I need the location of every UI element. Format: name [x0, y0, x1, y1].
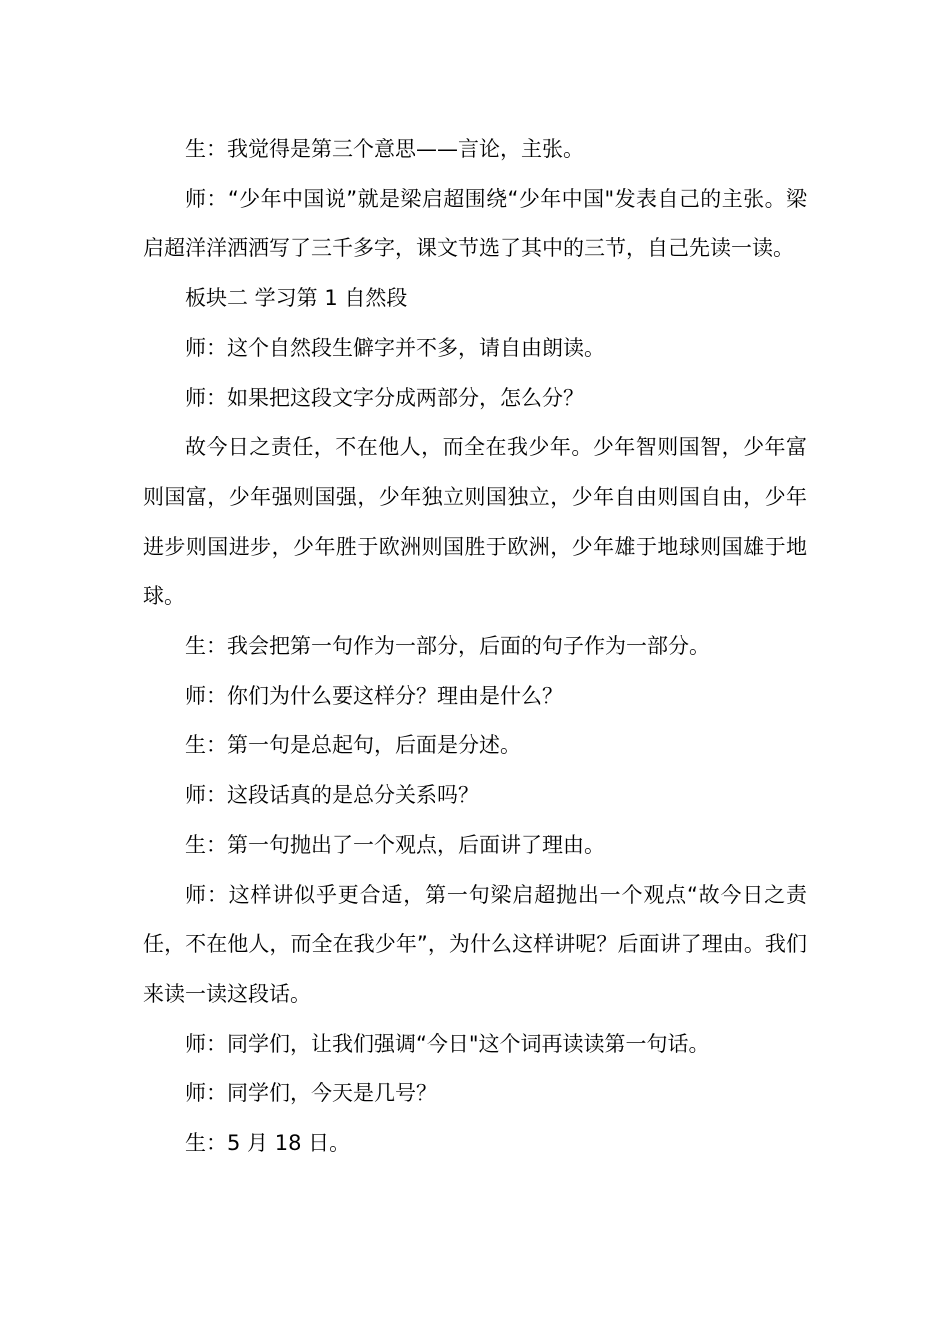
- paragraph: 师：“少年中国说”就是梁启超围绕“少年中国"发表自己的主张。梁启超洋洋洒洒写了三千多字，课文节选了其中的三节，自己先读一读。: [143, 186, 807, 261]
- paragraph: 生：第一句抛出了一个观点，后面讲了理由。: [185, 832, 605, 857]
- paragraph: 师：这样讲似乎更合适，第一句梁启超抛出一个观点“故今日之责任，不在他人，而全在我少年”，为什么这样讲呢？后面讲了理由。我们来读一读这段话。: [143, 882, 807, 1006]
- section-heading: 板块二 学习第 1 自然段: [185, 286, 408, 311]
- paragraph: 师：同学们，今天是几号？: [185, 1081, 437, 1106]
- quoted-passage: 故今日之责任，不在他人，而全在我少年。少年智则国智，少年富则国富，少年强则国强，少年独立则国独立，少年自由则国自由，少年进步则国进步，少年胜于欧洲则国胜于欧洲，少年雄于地球则国雄于地球。: [143, 435, 807, 609]
- paragraph: 师：如果把这段文字分成两部分，怎么分？: [185, 385, 584, 410]
- paragraph: 师：这个自然段生僻字并不多，请自由朗读。: [185, 335, 605, 360]
- document-body: [143, 125, 807, 1169]
- paragraph: 师：这段话真的是总分关系吗？: [185, 783, 479, 808]
- paragraph: 生：我会把第一句作为一部分，后面的句子作为一部分。: [185, 634, 710, 659]
- paragraph: 生：我觉得是第三个意思——言论，主张。: [185, 137, 584, 161]
- paragraph: 生：第一句是总起句，后面是分述。: [185, 733, 521, 758]
- paragraph: 生：5 月 18 日。: [185, 1131, 351, 1156]
- paragraph: 师：你们为什么要这样分？理由是什么？: [185, 683, 563, 708]
- paragraph: 师：同学们，让我们强调“今日"这个词再读读第一句话。: [185, 1031, 710, 1056]
